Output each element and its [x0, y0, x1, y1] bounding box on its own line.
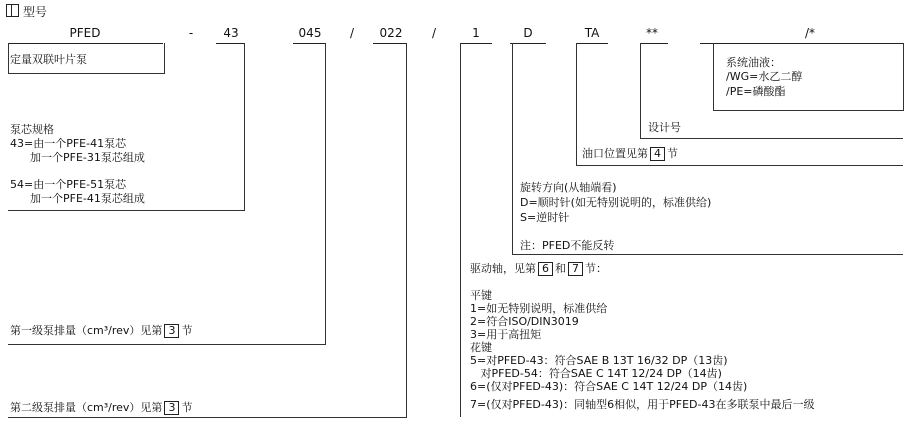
- code-stars: **: [646, 26, 658, 40]
- code-ta: TA: [584, 26, 600, 40]
- rotation-note: 注：PFED不能反转: [520, 239, 615, 252]
- disp2-post: 节: [181, 401, 193, 414]
- shaft-line: 花键: [470, 341, 492, 354]
- cartridge-line-1: 43=由一个PFE-41泵芯: [10, 137, 127, 150]
- cartridge-line-4: 加一个PFE-41泵芯组成: [30, 192, 145, 205]
- fluid-line-1: /WG=水乙二醇: [726, 70, 803, 83]
- shaft-post: 节：: [585, 262, 607, 275]
- shaft-line: 平键: [470, 289, 492, 302]
- cartridge-line-3: 54=由一个PFE-51泵芯: [10, 178, 127, 191]
- section-icon: [6, 4, 19, 17]
- rotation-title: 旋转方向(从轴端看): [520, 181, 617, 194]
- code-1: 1: [472, 26, 480, 40]
- fluid-title: 系统油液：: [726, 56, 781, 69]
- rotation-line-2: S=逆时针: [520, 211, 570, 224]
- shaft-line: 5=对PFED-43：符合SAE B 13T 16/32 DP（13齿): [470, 354, 728, 367]
- port-section-ref: 4: [650, 147, 665, 161]
- shaft-mid: 和: [555, 262, 566, 275]
- shaft-line: 对PFED-54：符合SAE C 14T 12/24 DP（14齿): [470, 367, 722, 380]
- cartridge-title: 泵芯规格: [10, 123, 54, 136]
- disp2-section-ref: 3: [164, 401, 179, 415]
- rotation-line-1: D=顺时针(如无特别说明的，标准供给): [520, 196, 712, 209]
- shaft-line: 1=如无特别说明，标准供给: [470, 302, 608, 315]
- displacement-1: [10, 324, 192, 338]
- fluid-line-2: /PE=磷酸酯: [726, 85, 786, 98]
- shaft-line: 6=(仅对PFED-43)：符合SAE C 14T 12/24 DP（14齿): [470, 380, 748, 393]
- disp1-post: 节: [181, 324, 193, 337]
- fixed-pump-label: 定量双联叶片泵: [10, 53, 87, 66]
- code-dash: -: [188, 26, 194, 40]
- code-pfed: PFED: [69, 26, 101, 40]
- disp1-pre: 第一级泵排量（cm³/rev）见第: [10, 324, 163, 337]
- cartridge-line-2: 加一个PFE-31泵芯组成: [30, 151, 145, 164]
- shaft-heading: [470, 262, 607, 276]
- displacement-2: [10, 401, 192, 415]
- port-pre: 油口位置见第: [582, 147, 648, 160]
- design-number-label: 设计号: [648, 121, 681, 134]
- shaft-line: 2=符合ISO/DIN3019: [470, 315, 579, 328]
- disp2-frame: [8, 43, 407, 418]
- code-slash-1: /: [349, 26, 355, 40]
- port-post: 节: [667, 147, 678, 160]
- section-header: [6, 4, 47, 19]
- shaft-line: 3=用于高扭矩: [470, 328, 542, 341]
- disp2-pre: 第二级泵排量（cm³/rev）见第: [10, 401, 163, 414]
- code-022: 022: [379, 26, 403, 40]
- code-43: 43: [223, 26, 239, 40]
- shaft-section-ref-6: 6: [538, 262, 553, 276]
- shaft-line: 7=(仅对PFED-43)：同轴型6相似，用于PFED-43在多联泵中最后一级: [470, 398, 815, 411]
- shaft-pre: 驱动轴，见第: [470, 262, 536, 275]
- disp1-section-ref: 3: [164, 324, 179, 338]
- code-slash-2: /: [431, 26, 437, 40]
- shaft-section-ref-7: 7: [568, 262, 583, 276]
- section-title: 型号: [23, 5, 48, 19]
- code-045: 045: [298, 26, 322, 40]
- code-d: D: [523, 26, 533, 40]
- port-position: [582, 147, 678, 161]
- code-slash-star: /*: [804, 26, 816, 40]
